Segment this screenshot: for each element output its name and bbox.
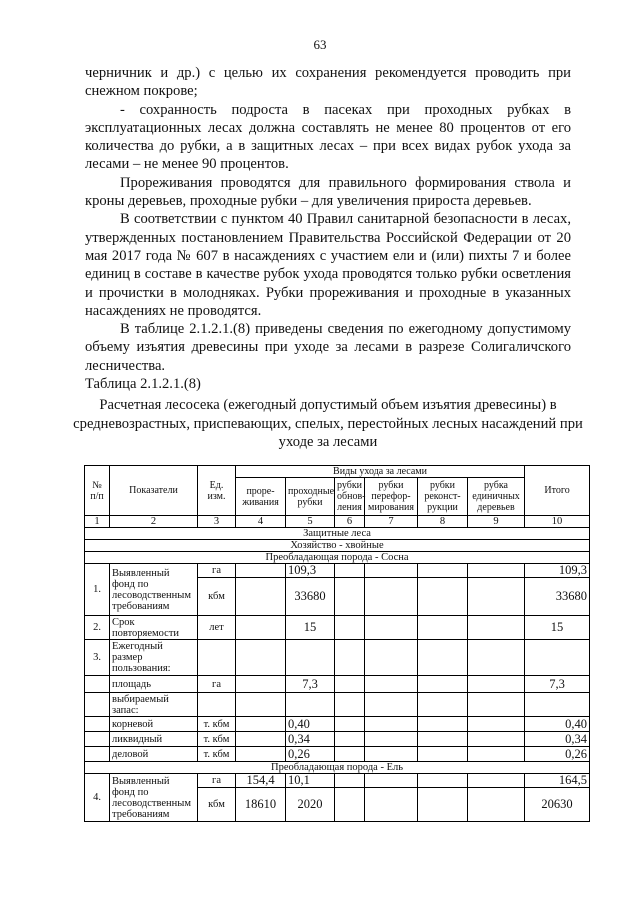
- section-pine: Преобладающая порода - Сосна: [85, 552, 590, 564]
- empty-cell: [468, 747, 525, 762]
- empty-cell: [85, 676, 110, 693]
- paragraph-2: - сохранность подроста в пасеках при проходных рубках в эксплуатационных лесах должна составлять не менее 80 процентов от его количества до рубки, а в защитных лесах – при всех видах рубок ухода за лесами – не менее 90 процентов.: [85, 101, 571, 173]
- row-number: 3.: [85, 640, 110, 676]
- table-row: [85, 774, 590, 788]
- empty-cell: [365, 717, 418, 732]
- empty-cell: [236, 564, 286, 578]
- empty-cell: [335, 747, 365, 762]
- empty-cell: [418, 578, 468, 616]
- header-indicator: Показатели: [110, 466, 198, 516]
- total-cell: 15: [525, 616, 590, 640]
- table-row: [85, 747, 590, 762]
- col-number: 4: [236, 516, 286, 528]
- empty-cell: [418, 732, 468, 747]
- col-number: 6: [335, 516, 365, 528]
- table-row: [85, 693, 590, 717]
- empty-cell: [468, 788, 525, 822]
- body-text: [85, 64, 571, 393]
- empty-cell: [468, 616, 525, 640]
- empty-cell: [365, 578, 418, 616]
- empty-cell: [418, 640, 468, 676]
- row-label: Выявленный фонд по лесоводственным требованиям: [110, 774, 198, 822]
- section-protective-forests: Защитные леса: [85, 528, 590, 540]
- total-cell: 0,26: [525, 747, 590, 762]
- unit-cell: т. кбм: [198, 717, 236, 732]
- allowable-cut-table: [84, 465, 590, 822]
- empty-cell: [286, 640, 335, 676]
- empty-cell: [85, 717, 110, 732]
- empty-cell: [365, 747, 418, 762]
- table-row: [85, 640, 590, 676]
- empty-cell: [335, 676, 365, 693]
- col-number: 7: [365, 516, 418, 528]
- empty-cell: [335, 774, 365, 788]
- empty-cell: [85, 693, 110, 717]
- col-number: 5: [286, 516, 335, 528]
- empty-cell: [335, 732, 365, 747]
- empty-cell: [236, 676, 286, 693]
- col-number: 1: [85, 516, 110, 528]
- empty-cell: [418, 616, 468, 640]
- unit-cell: га: [198, 676, 236, 693]
- empty-cell: [365, 616, 418, 640]
- empty-cell: [525, 640, 590, 676]
- value-cell: 2020: [286, 788, 335, 822]
- total-cell: 0,40: [525, 717, 590, 732]
- header-reconstruction: рубки реконст-рукции: [418, 478, 468, 516]
- empty-cell: [468, 578, 525, 616]
- empty-cell: [236, 717, 286, 732]
- header-thinning: проре-живания: [236, 478, 286, 516]
- paragraph-1: черничник и др.) с целью их сохранения рекомендуется проводить при снежном покрове;: [85, 65, 571, 100]
- total-cell: 0,34: [525, 732, 590, 747]
- table-caption: Расчетная лесосека (ежегодный допустимый объем изъятия древесины) в средневозрастных, приспевающих, спелых, перестойных лесных насаждений при уходе за лесами: [73, 397, 583, 450]
- empty-cell: [198, 693, 236, 717]
- paragraph-3: Прореживания проводятся для правильного формирования ствола и кроны деревьев, проходные рубки – для увеличения прироста деревьев.: [85, 174, 571, 210]
- header-unit: Ед. изм.: [198, 466, 236, 516]
- row-label: выбираемый запас:: [110, 693, 198, 717]
- empty-cell: [418, 676, 468, 693]
- col-number: 8: [418, 516, 468, 528]
- row-label: ликвидный: [110, 732, 198, 747]
- empty-cell: [335, 640, 365, 676]
- table-row: [85, 717, 590, 732]
- value-cell: 0,34: [286, 732, 335, 747]
- unit-cell: кбм: [198, 578, 236, 616]
- row-label: площадь: [110, 676, 198, 693]
- empty-cell: [236, 616, 286, 640]
- empty-cell: [198, 640, 236, 676]
- empty-cell: [365, 676, 418, 693]
- col-number: 2: [110, 516, 198, 528]
- empty-cell: [418, 564, 468, 578]
- total-cell: 20630: [525, 788, 590, 822]
- table-row: [85, 564, 590, 578]
- header-passing-felling: проходные рубки: [286, 478, 335, 516]
- col-number: 3: [198, 516, 236, 528]
- empty-cell: [335, 693, 365, 717]
- header-reformation: рубки перефор-мирования: [365, 478, 418, 516]
- empty-cell: [418, 774, 468, 788]
- empty-cell: [365, 788, 418, 822]
- row-number: 4.: [85, 774, 110, 822]
- empty-cell: [365, 564, 418, 578]
- row-label: Выявленный фонд по лесоводственным требованиям: [110, 564, 198, 616]
- empty-cell: [85, 747, 110, 762]
- header-row-1: [85, 466, 590, 478]
- row-number: 1.: [85, 564, 110, 616]
- total-cell: 33680: [525, 578, 590, 616]
- value-cell: 109,3: [286, 564, 335, 578]
- empty-cell: [335, 616, 365, 640]
- empty-cell: [468, 676, 525, 693]
- empty-cell: [418, 747, 468, 762]
- unit-cell: кбм: [198, 788, 236, 822]
- value-cell: 0,40: [286, 717, 335, 732]
- row-label: Срок повторяемости: [110, 616, 198, 640]
- value-cell: 7,3: [286, 676, 335, 693]
- empty-cell: [468, 640, 525, 676]
- empty-cell: [365, 640, 418, 676]
- unit-cell: т. кбм: [198, 747, 236, 762]
- empty-cell: [335, 564, 365, 578]
- header-single-trees: рубка единичных деревьев: [468, 478, 525, 516]
- empty-cell: [525, 693, 590, 717]
- paragraph-4: В соответствии с пунктом 40 Правил санитарной безопасности в лесах, утвержденных постановлением Правительства Российской Федерации от 20 мая 2017 года № 607 в насаждениях с участием ели и (или) пихты 7 и более единиц в составе в качестве рубок ухода проводятся только рубки осветления и прочистки в молодняках. Рубки прореживания и проходные в указанных насаждениях не проводятся.: [85, 211, 571, 319]
- empty-cell: [236, 693, 286, 717]
- value-cell: 0,26: [286, 747, 335, 762]
- table-row: [85, 676, 590, 693]
- empty-cell: [85, 732, 110, 747]
- empty-cell: [236, 640, 286, 676]
- row-label: Ежегодный размер пользования:: [110, 640, 198, 676]
- value-cell: 10,1: [286, 774, 335, 788]
- empty-cell: [365, 732, 418, 747]
- header-total: Итого: [525, 466, 590, 516]
- total-cell: 164,5: [525, 774, 590, 788]
- paragraph-5: В таблице 2.1.2.1.(8) приведены сведения по ежегодному допустимому объему изъятия древесины при уходе за лесами в разрезе Солигаличского лесничества.: [85, 321, 571, 374]
- section-farm-coniferous: Хозяйство - хвойные: [85, 540, 590, 552]
- empty-cell: [335, 788, 365, 822]
- empty-cell: [418, 788, 468, 822]
- table-row: [85, 616, 590, 640]
- row-label: деловой: [110, 747, 198, 762]
- empty-cell: [468, 774, 525, 788]
- empty-cell: [468, 717, 525, 732]
- empty-cell: [286, 693, 335, 717]
- header-renewal: рубки обнов-ления: [335, 478, 365, 516]
- col-number: 10: [525, 516, 590, 528]
- total-cell: 109,3: [525, 564, 590, 578]
- unit-cell: га: [198, 564, 236, 578]
- empty-cell: [335, 578, 365, 616]
- value-cell: 18610: [236, 788, 286, 822]
- empty-cell: [365, 774, 418, 788]
- empty-cell: [468, 732, 525, 747]
- row-number: 2.: [85, 616, 110, 640]
- empty-cell: [365, 693, 418, 717]
- value-cell: 33680: [286, 578, 335, 616]
- section-spruce: Преобладающая порода - Ель: [85, 762, 590, 774]
- unit-cell: т. кбм: [198, 732, 236, 747]
- unit-cell: лет: [198, 616, 236, 640]
- empty-cell: [468, 693, 525, 717]
- empty-cell: [468, 564, 525, 578]
- empty-cell: [335, 717, 365, 732]
- empty-cell: [236, 747, 286, 762]
- empty-cell: [236, 732, 286, 747]
- column-number-row: [85, 516, 590, 528]
- col-number: 9: [468, 516, 525, 528]
- empty-cell: [236, 578, 286, 616]
- row-label: корневой: [110, 717, 198, 732]
- header-care-types: Виды ухода за лесами: [236, 466, 525, 478]
- value-cell: 15: [286, 616, 335, 640]
- table-reference: Таблица 2.1.2.1.(8): [85, 376, 201, 393]
- empty-cell: [418, 693, 468, 717]
- total-cell: 7,3: [525, 676, 590, 693]
- header-num: № п/п: [85, 466, 110, 516]
- value-cell: 154,4: [236, 774, 286, 788]
- unit-cell: га: [198, 774, 236, 788]
- page-number: 63: [313, 37, 327, 52]
- table-row: [85, 732, 590, 747]
- empty-cell: [418, 717, 468, 732]
